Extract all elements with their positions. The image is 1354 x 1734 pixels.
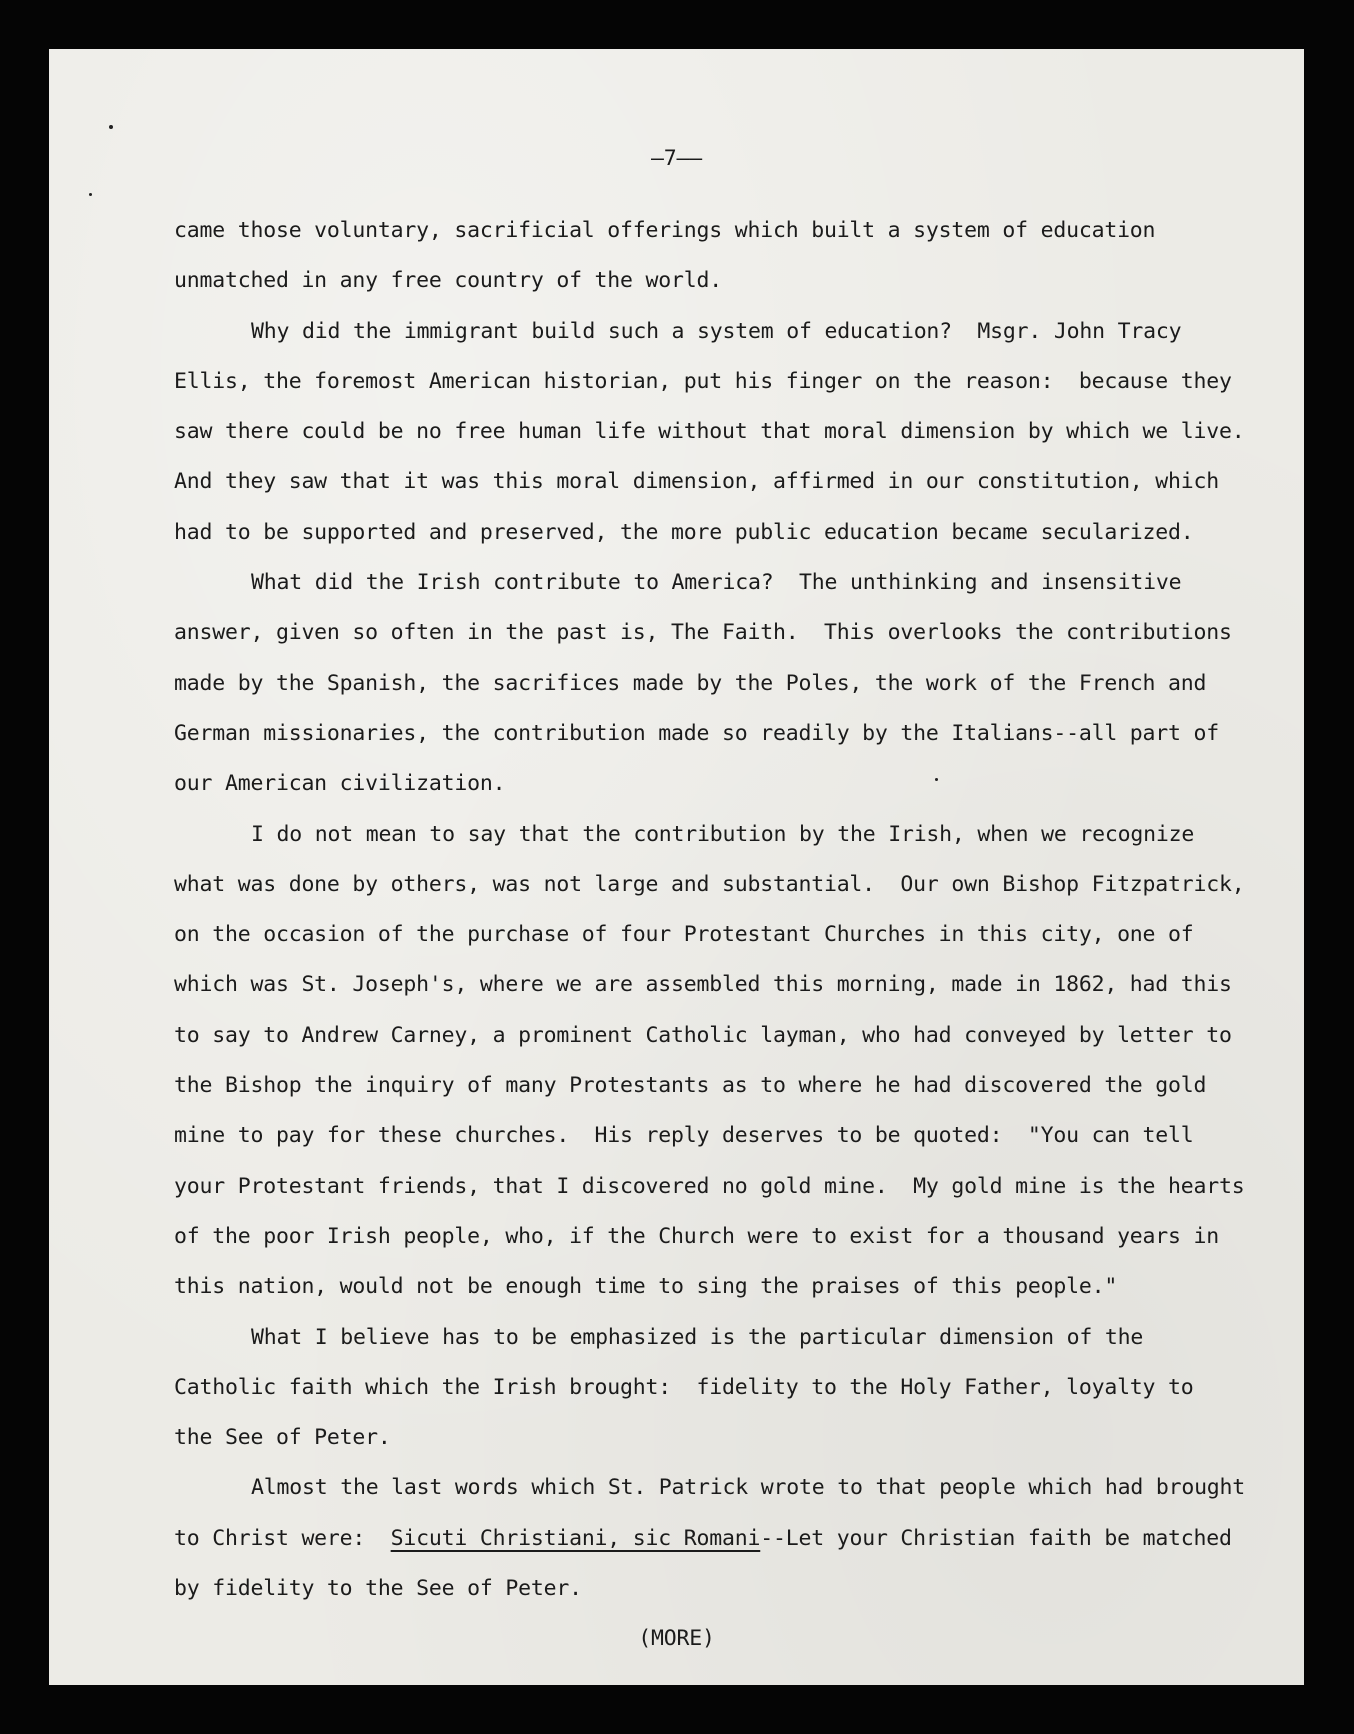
text-line: I do not mean to say that the contribution by the Irish, when we recognize [251,821,1195,847]
text-line: came those voluntary, sacrificial offerings which built a system of education [174,218,1156,243]
text-line: Catholic faith which the Irish brought: fidelity to the Holy Father, loyalty to [174,1374,1194,1400]
latin-phrase: Sicuti Christiani, sic Romani [390,1525,761,1551]
text-line: unmatched in any free country of the world. [174,268,722,294]
paragraph [174,1313,1284,1464]
paper-speck [89,193,92,196]
paragraph [174,558,1284,809]
text-line: Ellis, the foremost American historian, put his finger on the reason: because they [174,368,1232,394]
text-segment: --Let your Christian faith be matched [760,1525,1232,1551]
text-line: German missionaries, the contribution made so readily by the Italians--all part of [174,720,1220,746]
text-line: of the poor Irish people, who, if the Church were to exist for a thousand years in [174,1223,1220,1249]
paragraph [174,307,1284,558]
text-line: saw there could be no free human life without that moral dimension by which we live. [174,419,1245,445]
text-line: Almost the last words which St. Patrick wrote to that people which had brought [251,1475,1246,1501]
text-line: what was done by others, was not large and substantial. Our own Bishop Fitzpatrick, [174,871,1245,897]
text-segment: to Christ were: [174,1525,391,1551]
text-line: on the occasion of the purchase of four Protestant Churches in this city, one of [174,922,1194,948]
text-line: our American civilization. [174,771,506,797]
text-line: had to be supported and preserved, the more public education became secularized. [174,519,1194,545]
paragraph [174,1463,1284,1614]
document-page [49,49,1304,1685]
text-line: the See of Peter. [174,1425,391,1451]
body-text [174,206,1284,1614]
text-line: Why did the immigrant build such a system of education? Msgr. John Tracy [251,318,1182,344]
text-line: What I believe has to be emphasized is the particular dimension of the [251,1324,1144,1350]
text-line: to say to Andrew Carney, a prominent Catholic layman, who had conveyed by letter to [174,1022,1232,1048]
text-line: the Bishop the inquiry of many Protestants as to where he had discovered the gold [174,1073,1207,1099]
paragraph [174,810,1284,1313]
text-line: And they saw that it was this moral dimension, affirmed in our constitution, which [174,469,1220,495]
text-line [174,1514,1284,1564]
text-line: your Protestant friends, that I discovered no gold mine. My gold mine is the hearts [174,1173,1245,1199]
text-line: made by the Spanish, the sacrifices made by the Poles, the work of the French and [174,670,1207,696]
page-number: —7—— [651,146,702,171]
text-line: What did the Irish contribute to America? The unthinking and insensitive [251,570,1182,596]
text-line: this nation, would not be enough time to sing the praises of this people." [174,1274,1118,1300]
text-line: answer, given so often in the past is, The Faith. This overlooks the contributions [174,620,1232,646]
text-line: which was St. Joseph's, where we are assembled this morning, made in 1862, had this [174,972,1232,998]
text-line: by fidelity to the See of Peter. [174,1576,582,1602]
paragraph [174,206,1284,307]
text-line: mine to pay for these churches. His reply deserves to be quoted: "You can tell [174,1123,1194,1149]
more-footer: (MORE) [638,1626,715,1651]
paper-speck [109,125,113,129]
